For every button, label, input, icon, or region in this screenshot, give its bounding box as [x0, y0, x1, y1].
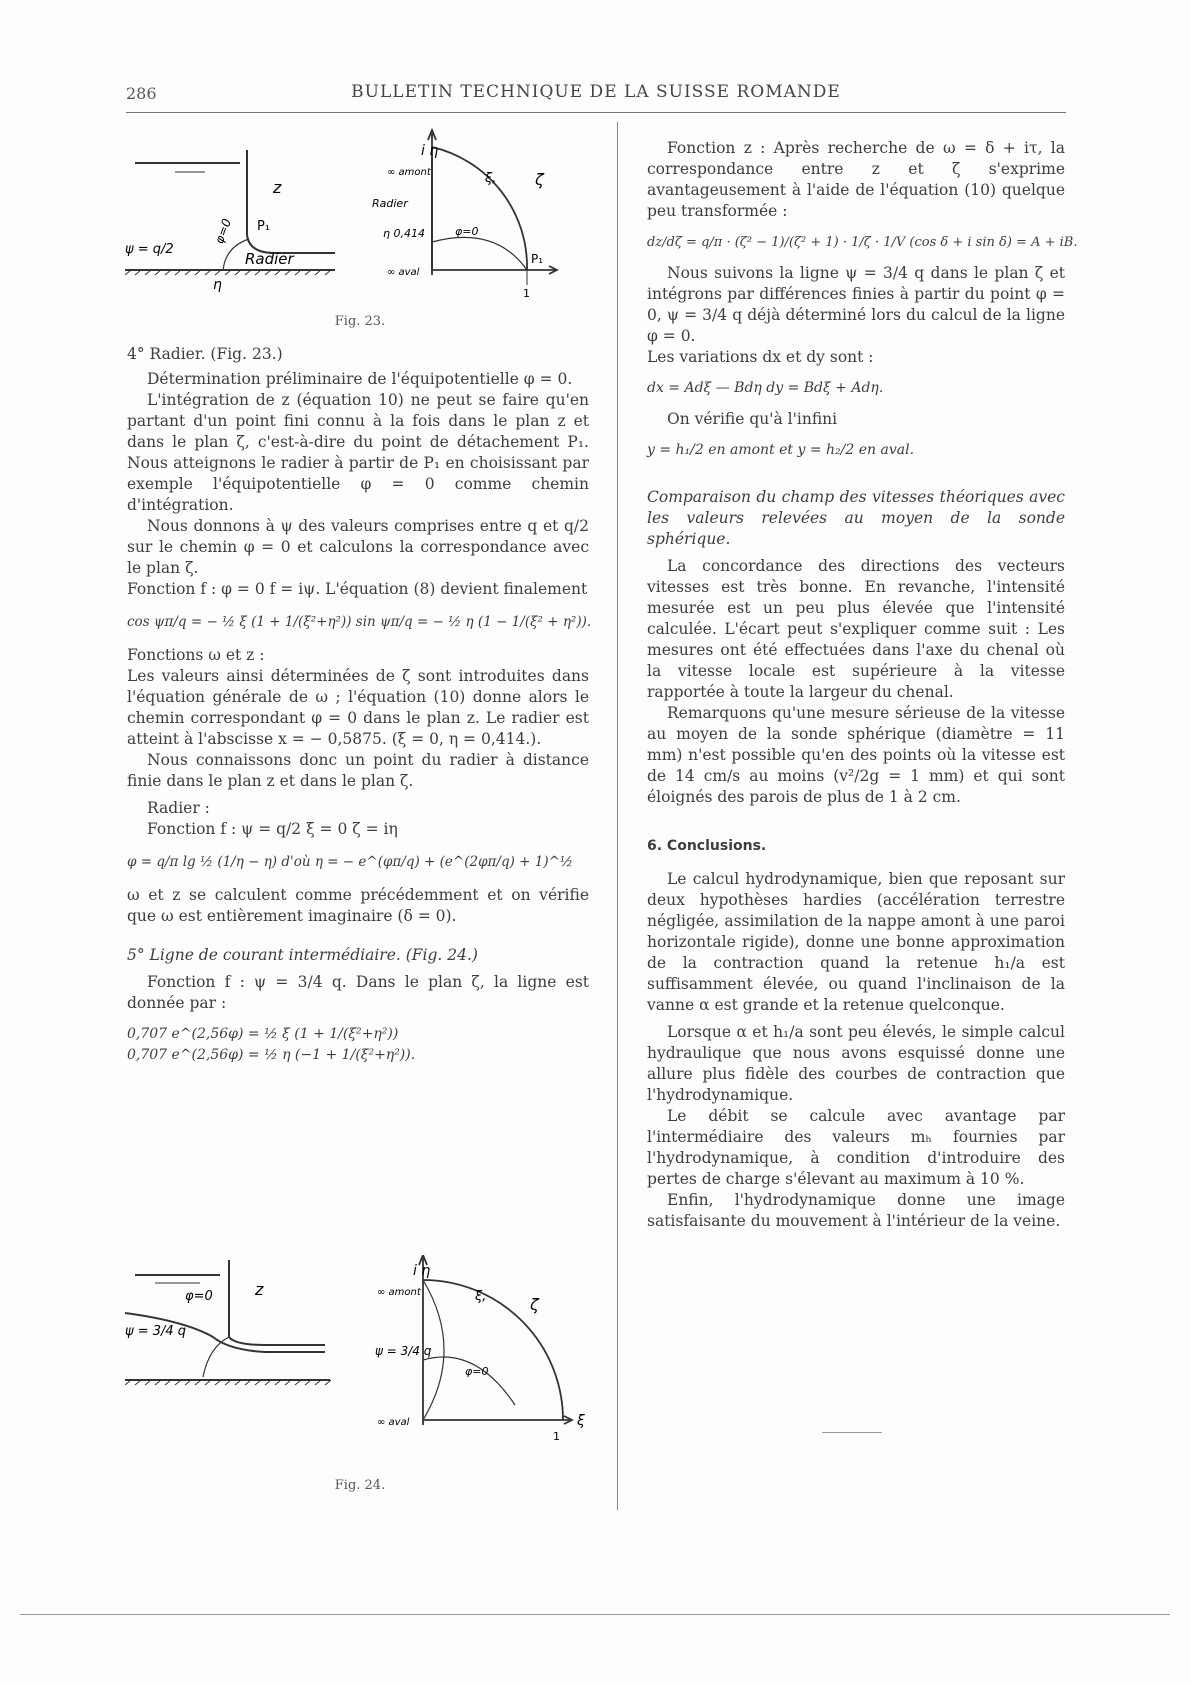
fig24-psi-label: ψ = 3/4 q — [125, 1324, 187, 1339]
fig24-phi0b-label: φ=0 — [465, 1365, 489, 1378]
fig23-z-label: z — [273, 178, 282, 197]
fig23-phi0b-label: φ=0 — [455, 225, 479, 238]
fig23-radier-label: Radier — [245, 250, 294, 268]
page-header — [126, 76, 1066, 106]
section-5-title: 5° Ligne de courant intermédiaire. (Fig. 24.) — [127, 946, 478, 964]
right-paragraph-6: Remarquons qu'une mesure sérieuse de la vitesse au moyen de la sonde sphérique (diamètre = 11 mm) n'est possible qu'en des points où la vitesse est de 14 cm/s au moins (v²/2g = 1 mm) et qui sont éloignés des parois de plus de 1 à 2 cm. — [647, 704, 1065, 806]
fig24-phi-label: φ=0 — [185, 1289, 213, 1304]
right-equation-2: dx = Adξ — Bdη dy = Bdξ + Adη. — [647, 380, 884, 396]
fig23-psi-label: ψ = q/2 — [125, 242, 174, 257]
fig24-z-label: z — [255, 1280, 264, 1299]
left-paragraph-8: Radier : — [147, 799, 210, 817]
right-paragraph-5: La concordance des directions des vecteurs vitesses est très bonne. En revanche, l'intensité mesurée est un peu plus élevée que l'intensité calculée. L'écart peut s'expliquer comme suit : Les mesures ont été effectuées dans l'axe du chenal où la vitesse locale est supérieure à la vitesse rapportée à toute la largeur du chenal. — [647, 557, 1065, 701]
left-paragraph-10: ω et z se calculent comme précédemment et on vérifie que ω est entièrement imaginaire (δ = 0). — [127, 886, 589, 925]
left-equation-4: 0,707 e^(2,56φ) = ½ η (−1 + 1/(ξ²+η²)). — [127, 1047, 416, 1063]
running-title: BULLETIN TECHNIQUE DE LA SUISSE ROMANDE — [351, 82, 841, 102]
left-paragraph-9: Fonction f : ψ = q/2 ξ = 0 ζ = iη — [147, 820, 398, 838]
comparison-title: Comparaison du champ des vitesses théoriques avec les valeurs relevées au moyen de la sonde sphérique. — [647, 488, 1065, 548]
left-paragraph-11: Fonction f : ψ = 3/4 q. Dans le plan ζ, la ligne est donnée par : — [127, 973, 589, 1012]
page-bottom-rule — [20, 1614, 1170, 1615]
fig23-radier2-label: Radier — [372, 197, 408, 210]
fig24-i-eta-label: i η — [413, 1263, 431, 1279]
fig24-zeta-label: ζ — [530, 1295, 539, 1314]
right-paragraph-9: Le débit se calcule avec avantage par l'intermédiaire des valeurs mₕ fournies par l'hydrodynamique, à condition d'introduire des pertes de charge s'élevant au maximum à 10 %. — [647, 1107, 1065, 1188]
page-number: 286 — [126, 84, 157, 103]
fig23-amont-label: ∞ amont — [387, 167, 431, 178]
fig23-aval-label: ∞ aval — [387, 267, 420, 278]
figure-24 — [125, 1255, 595, 1470]
fig24-aval-label: ∞ aval — [377, 1417, 410, 1428]
right-paragraph-8: Lorsque α et h₁/a sont peu élevés, le simple calcul hydraulique que nous avons esquissé donne une allure plus fidèle des courbes de contraction que l'hydrodynamique. — [647, 1023, 1065, 1104]
left-paragraph-6: Les valeurs ainsi déterminées de ζ sont introduites dans l'équation générale de ω ; l'équation (10) donne alors le chemin correspondant φ = 0 dans le plan z. Le radier est atteint à l'abscisse x = − 0,5875. (ξ = 0, η = 0,414.). — [127, 667, 589, 748]
fig23-zeta-label: ζ — [535, 170, 544, 189]
fig23-caption: Fig. 23. — [334, 314, 386, 329]
fig24-caption: Fig. 24. — [334, 1478, 386, 1493]
fig23-i-eta-label: i η — [421, 143, 439, 159]
header-rule — [126, 112, 1066, 113]
section-4-title: 4° Radier. (Fig. 23.) — [127, 345, 283, 363]
left-paragraph-7: Nous connaissons donc un point du radier à distance finie dans le plan z et dans le plan ζ. — [127, 751, 589, 790]
left-paragraph-3: Nous donnons à ψ des valeurs comprises entre q et q/2 sur le chemin φ = 0 et calculons la correspondance avec le plan ζ. — [127, 517, 589, 577]
fig23-one-label: 1 — [523, 287, 530, 300]
left-paragraph-5: Fonctions ω et z : — [127, 646, 265, 664]
fig24-psi2-label: ψ = 3/4 q — [375, 1344, 432, 1358]
fig23-eta-val-label: η 0,414 — [383, 227, 425, 240]
figure-23 — [125, 125, 585, 310]
left-equation-1: cos ψπ/q = − ½ ξ (1 + 1/(ξ²+η²)) sin ψπ/q = − ½ η (1 − 1/(ξ² + η²)). — [127, 614, 592, 630]
fig23-zeta1-label: ξ, — [485, 171, 497, 186]
right-paragraph-1: Fonction z : Après recherche de ω = δ + iτ, la correspondance entre z et ζ s'exprime avantageusement à l'aide de l'équation (10) quelque peu transformée : — [647, 139, 1065, 220]
right-paragraph-4: On vérifie qu'à l'infini — [667, 410, 838, 428]
right-paragraph-2: Nous suivons la ligne ψ = 3/4 q dans le plan ζ et intégrons par différences finies à partir du point φ = 0, ψ = 3/4 q déjà déterminé lors du calcul de la ligne φ = 0. — [647, 264, 1065, 345]
right-paragraph-3: Les variations dx et dy sont : — [647, 348, 874, 366]
left-paragraph-4: Fonction f : φ = 0 f = iψ. L'équation (8) devient finalement — [127, 580, 588, 598]
left-equation-2: φ = q/π lg ½ (1/η − η) d'où η = − e^(φπ/q) + (e^(2φπ/q) + 1)^½ — [127, 854, 574, 870]
fig24-xi-label: ξ — [577, 1413, 585, 1429]
right-equation-1: dz/dζ = q/π · (ζ² − 1)/(ζ² + 1) · 1/ζ · 1/V (cos δ + i sin δ) = A + iB. — [647, 235, 1078, 250]
right-equation-3: y = h₁/2 en amont et y = h₂/2 en aval. — [647, 442, 915, 458]
fig23-p1-label: P₁ — [257, 219, 271, 234]
right-column — [647, 138, 1078, 1232]
section-6-title: 6. Conclusions. — [647, 838, 767, 854]
left-equation-3: 0,707 e^(2,56φ) = ½ ξ (1 + 1/(ξ²+η²)) — [127, 1026, 399, 1042]
column-divider — [617, 122, 618, 1510]
left-column — [127, 344, 592, 1066]
fig23-p1b-label: P₁ — [531, 252, 544, 266]
fig23-eta-label: η — [213, 277, 222, 293]
end-rule — [822, 1432, 882, 1433]
fig24-amont-label: ∞ amont — [377, 1287, 421, 1298]
left-paragraph-1: Détermination préliminaire de l'équipotentielle φ = 0. — [147, 370, 573, 388]
right-paragraph-7: Le calcul hydrodynamique, bien que reposant sur deux hypothèses hardies (accélération terrestre négligée, assimilation de la nappe amont à une paroi horizontale rigide), donne une bonne approximation de la contraction quand la retenue h₁/a est suffisamment élevée, ou quand l'inclinaison de la vanne α est grande et la retenue quelconque. — [647, 870, 1065, 1014]
fig23-phi-label: φ=0 — [212, 216, 235, 246]
fig24-zeta1-label: ξ, — [475, 1289, 487, 1304]
left-paragraph-2: L'intégration de z (équation 10) ne peut se faire qu'en partant d'un point fini connu à la fois dans le plan z et dans le plan ζ, c'est-à-dire du point de détachement P₁. Nous atteignons le radier à partir de P₁ en choisissant par exemple l'équipotentielle φ = 0 comme chemin d'intégration. — [127, 391, 589, 514]
fig24-one-label: 1 — [553, 1430, 560, 1443]
right-paragraph-10: Enfin, l'hydrodynamique donne une image satisfaisante du mouvement à l'intérieur de la veine. — [647, 1191, 1065, 1230]
